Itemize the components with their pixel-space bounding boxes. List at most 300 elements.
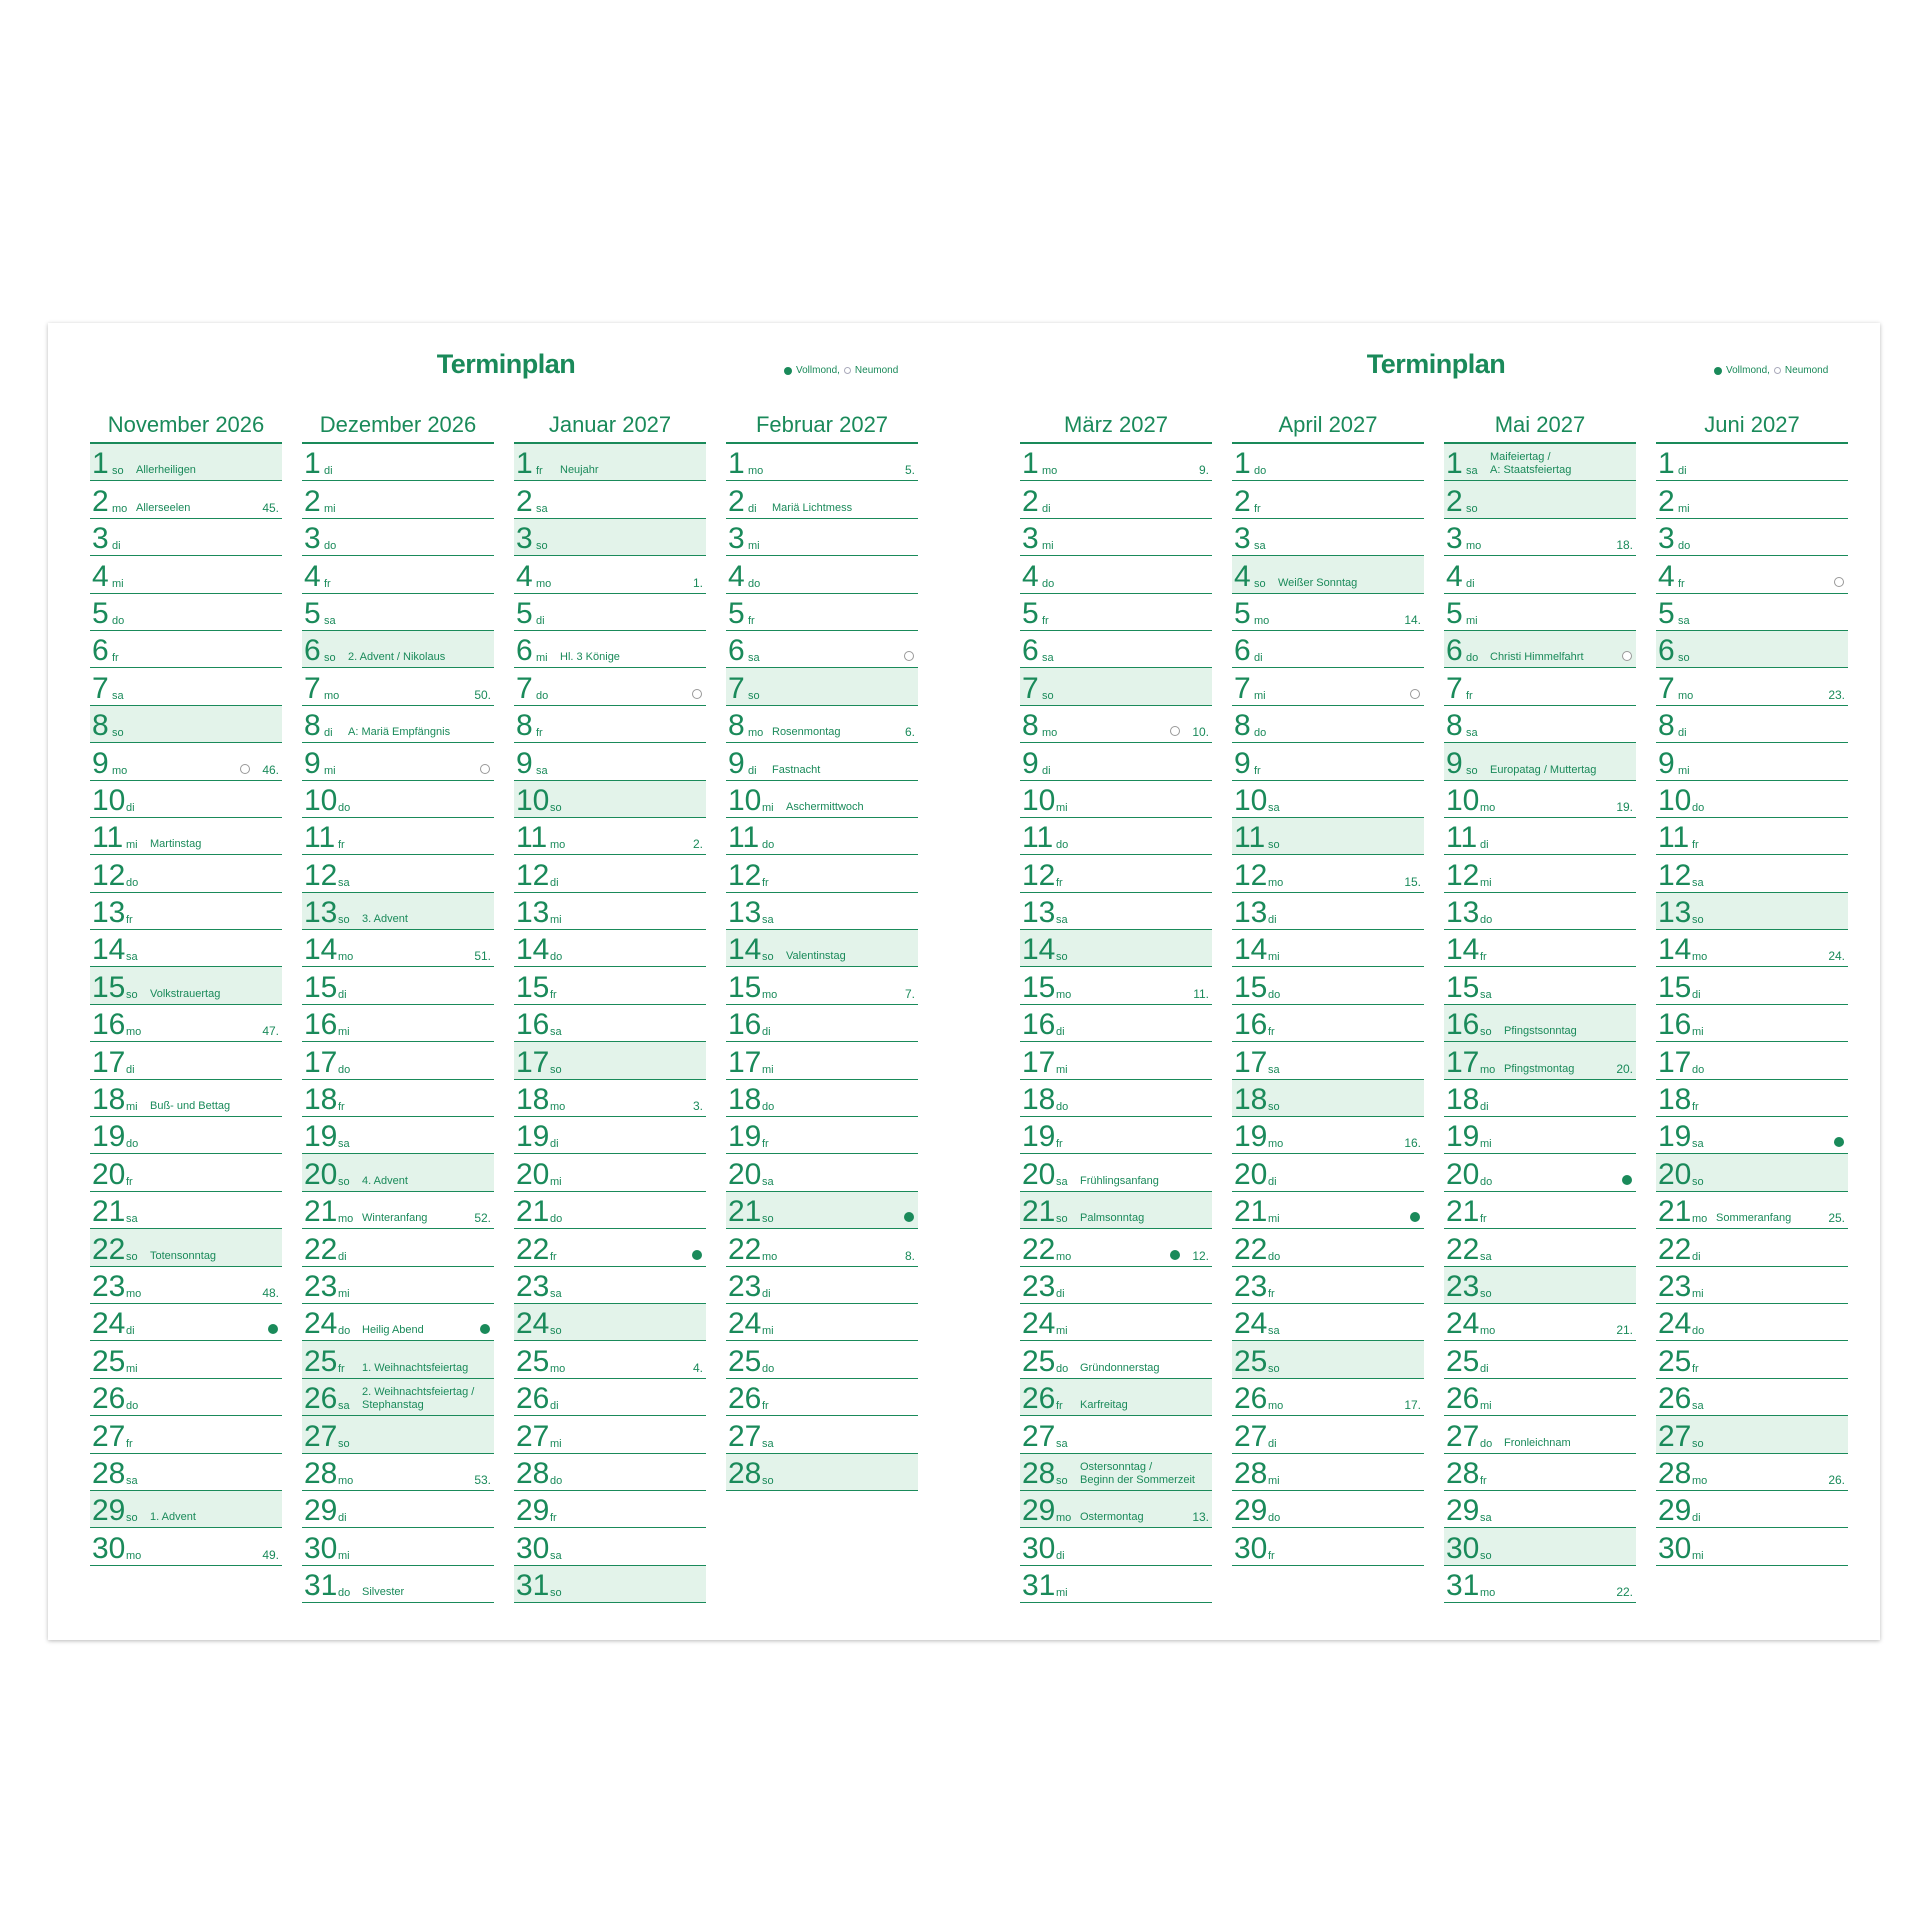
- day-row[interactable]: [1232, 1267, 1424, 1304]
- day-row[interactable]: [726, 893, 918, 930]
- day-row[interactable]: [1656, 668, 1848, 705]
- day-row[interactable]: [302, 1080, 494, 1117]
- day-row[interactable]: [514, 594, 706, 631]
- day-row[interactable]: [1232, 594, 1424, 631]
- day-row[interactable]: [302, 1379, 494, 1416]
- day-row[interactable]: [1020, 556, 1212, 593]
- day-row[interactable]: [90, 1229, 282, 1266]
- day-row[interactable]: [1444, 1566, 1636, 1603]
- day-row[interactable]: [1020, 1341, 1212, 1378]
- weekday: fr: [1254, 764, 1261, 777]
- day-row[interactable]: [90, 594, 282, 631]
- day-row[interactable]: [1020, 1566, 1212, 1603]
- day-row[interactable]: [1232, 1528, 1424, 1565]
- day-row[interactable]: [726, 1080, 918, 1117]
- day-row[interactable]: [1020, 1454, 1212, 1491]
- day-row[interactable]: [1656, 930, 1848, 967]
- day-row[interactable]: [1232, 631, 1424, 668]
- day-row[interactable]: [1020, 668, 1212, 705]
- day-note: Hl. 3 Könige: [560, 651, 620, 664]
- day-row[interactable]: [90, 1528, 282, 1565]
- day-row[interactable]: [514, 1229, 706, 1266]
- day-row[interactable]: [726, 1379, 918, 1416]
- weekday: di: [1480, 1362, 1489, 1375]
- day-number: 10: [516, 783, 550, 817]
- day-row[interactable]: [1020, 1379, 1212, 1416]
- day-row[interactable]: [1020, 1154, 1212, 1191]
- day-row[interactable]: [302, 1154, 494, 1191]
- day-row[interactable]: [1656, 1304, 1848, 1341]
- day-row[interactable]: [514, 743, 706, 780]
- day-number: 6: [1446, 634, 1463, 668]
- day-row[interactable]: [1656, 631, 1848, 668]
- weekday: mo: [1042, 727, 1058, 740]
- weekday: so: [1268, 839, 1280, 852]
- day-row[interactable]: [1020, 1192, 1212, 1229]
- weekday: do: [1480, 1437, 1493, 1450]
- day-row[interactable]: [90, 818, 282, 855]
- day-row[interactable]: [90, 743, 282, 780]
- day-row[interactable]: [302, 1528, 494, 1565]
- day-row[interactable]: [726, 1416, 918, 1453]
- day-row[interactable]: [514, 1416, 706, 1453]
- day-row[interactable]: [302, 1454, 494, 1491]
- day-number: 30: [304, 1531, 338, 1565]
- day-row[interactable]: [1020, 1528, 1212, 1565]
- day-row[interactable]: [1232, 743, 1424, 780]
- day-row[interactable]: [726, 1454, 918, 1491]
- day-row[interactable]: [514, 1042, 706, 1079]
- day-row[interactable]: [302, 967, 494, 1004]
- day-row[interactable]: [1444, 855, 1636, 892]
- weekday: mi: [1480, 1400, 1492, 1413]
- day-row[interactable]: [726, 930, 918, 967]
- day-row[interactable]: [90, 1080, 282, 1117]
- day-row[interactable]: [302, 1042, 494, 1079]
- day-row[interactable]: [1020, 893, 1212, 930]
- day-row[interactable]: [514, 631, 706, 668]
- day-row[interactable]: [90, 1454, 282, 1491]
- weekday: mo: [324, 689, 340, 702]
- day-row[interactable]: [1656, 855, 1848, 892]
- day-row[interactable]: [1656, 1528, 1848, 1565]
- day-row[interactable]: [90, 1416, 282, 1453]
- day-row[interactable]: [302, 1341, 494, 1378]
- weekday: mo: [1480, 1063, 1496, 1076]
- day-row[interactable]: [1444, 1229, 1636, 1266]
- day-row[interactable]: [1444, 1154, 1636, 1191]
- day-number: 14: [728, 933, 762, 967]
- day-row[interactable]: [1656, 1229, 1848, 1266]
- weekday: so: [1480, 1026, 1492, 1039]
- day-row[interactable]: [514, 668, 706, 705]
- day-row[interactable]: [1444, 444, 1636, 481]
- day-row[interactable]: [726, 1229, 918, 1266]
- day-row[interactable]: [726, 481, 918, 518]
- day-row[interactable]: [1232, 668, 1424, 705]
- day-row[interactable]: [514, 1454, 706, 1491]
- day-row[interactable]: [90, 481, 282, 518]
- day-row[interactable]: [726, 1192, 918, 1229]
- day-row[interactable]: [1020, 1117, 1212, 1154]
- day-row[interactable]: [1232, 1042, 1424, 1079]
- day-row[interactable]: [1020, 444, 1212, 481]
- day-row[interactable]: [302, 818, 494, 855]
- weekday: do: [1056, 1362, 1069, 1375]
- day-row[interactable]: [1444, 967, 1636, 1004]
- day-row[interactable]: [1020, 631, 1212, 668]
- day-row[interactable]: [1020, 519, 1212, 556]
- day-row[interactable]: [90, 781, 282, 818]
- day-row[interactable]: [726, 1117, 918, 1154]
- day-note: Pfingstmontag: [1504, 1062, 1575, 1075]
- day-number: 25: [1022, 1344, 1056, 1378]
- day-row[interactable]: [1656, 781, 1848, 818]
- weekday: so: [338, 914, 350, 927]
- day-row[interactable]: [302, 1267, 494, 1304]
- day-row[interactable]: [1232, 519, 1424, 556]
- weekday: so: [1056, 1474, 1068, 1487]
- day-row[interactable]: [1232, 444, 1424, 481]
- new-moon-icon: [1622, 651, 1632, 661]
- day-row[interactable]: [302, 519, 494, 556]
- day-row[interactable]: [302, 1229, 494, 1266]
- day-row[interactable]: [1020, 743, 1212, 780]
- day-row[interactable]: [726, 743, 918, 780]
- day-row[interactable]: [1232, 1080, 1424, 1117]
- day-row[interactable]: [302, 1192, 494, 1229]
- day-row[interactable]: [1020, 1042, 1212, 1079]
- day-row[interactable]: [1232, 1416, 1424, 1453]
- day-row[interactable]: [1020, 1005, 1212, 1042]
- day-row[interactable]: [90, 1491, 282, 1528]
- day-number: 15: [1446, 970, 1480, 1004]
- day-row[interactable]: [1020, 855, 1212, 892]
- day-row[interactable]: [1656, 1005, 1848, 1042]
- day-row[interactable]: [1020, 1491, 1212, 1528]
- day-row[interactable]: [1444, 1005, 1636, 1042]
- weekday: do: [762, 839, 775, 852]
- day-row[interactable]: [1232, 1117, 1424, 1154]
- day-row[interactable]: [514, 1192, 706, 1229]
- weekday: sa: [126, 1474, 138, 1487]
- day-row[interactable]: [1444, 668, 1636, 705]
- day-row[interactable]: [90, 668, 282, 705]
- day-row[interactable]: [726, 556, 918, 593]
- day-row[interactable]: [514, 481, 706, 518]
- day-row[interactable]: [1020, 594, 1212, 631]
- day-row[interactable]: [1444, 893, 1636, 930]
- day-row[interactable]: [1656, 594, 1848, 631]
- day-row[interactable]: [90, 519, 282, 556]
- day-row[interactable]: [1020, 706, 1212, 743]
- full-moon-icon: [1410, 1212, 1420, 1222]
- weekday: so: [1480, 1287, 1492, 1300]
- day-number: 17: [1446, 1045, 1480, 1079]
- day-row[interactable]: [1232, 1304, 1424, 1341]
- day-row[interactable]: [1656, 444, 1848, 481]
- day-row[interactable]: [1232, 1341, 1424, 1378]
- day-row[interactable]: [514, 1080, 706, 1117]
- day-row[interactable]: [514, 1154, 706, 1191]
- day-row[interactable]: [1232, 930, 1424, 967]
- day-row[interactable]: [1444, 706, 1636, 743]
- day-row[interactable]: [726, 967, 918, 1004]
- day-row[interactable]: [514, 1117, 706, 1154]
- day-row[interactable]: [726, 668, 918, 705]
- day-row[interactable]: [1020, 481, 1212, 518]
- day-row[interactable]: [1656, 1454, 1848, 1491]
- day-row[interactable]: [1444, 631, 1636, 668]
- day-row[interactable]: [302, 594, 494, 631]
- day-row[interactable]: [90, 1154, 282, 1191]
- day-row[interactable]: [1656, 1416, 1848, 1453]
- day-row[interactable]: [1656, 1117, 1848, 1154]
- day-row[interactable]: [514, 893, 706, 930]
- day-row[interactable]: [1444, 1528, 1636, 1565]
- day-row[interactable]: [726, 444, 918, 481]
- day-row[interactable]: [90, 930, 282, 967]
- day-row[interactable]: [1656, 1154, 1848, 1191]
- weekday: fr: [1268, 1287, 1275, 1300]
- day-row[interactable]: [726, 818, 918, 855]
- day-number: 29: [516, 1494, 550, 1528]
- day-row[interactable]: [1020, 930, 1212, 967]
- day-row[interactable]: [90, 1042, 282, 1079]
- day-row[interactable]: [514, 1267, 706, 1304]
- day-row[interactable]: [1656, 967, 1848, 1004]
- day-row[interactable]: [1444, 519, 1636, 556]
- day-row[interactable]: [1020, 818, 1212, 855]
- week-number: 45.: [262, 500, 279, 515]
- day-row[interactable]: [726, 594, 918, 631]
- day-row[interactable]: [1232, 893, 1424, 930]
- day-row[interactable]: [726, 855, 918, 892]
- day-row[interactable]: [90, 967, 282, 1004]
- day-row[interactable]: [514, 1491, 706, 1528]
- day-row[interactable]: [1232, 818, 1424, 855]
- day-row[interactable]: [90, 1005, 282, 1042]
- day-row[interactable]: [726, 1042, 918, 1079]
- day-row[interactable]: [1444, 1341, 1636, 1378]
- day-row[interactable]: [1020, 1229, 1212, 1266]
- weekday: sa: [1480, 988, 1492, 1001]
- day-row[interactable]: [1656, 1491, 1848, 1528]
- day-row[interactable]: [1656, 1379, 1848, 1416]
- day-row[interactable]: [302, 1566, 494, 1603]
- day-number: 24: [728, 1307, 762, 1341]
- day-number: 2: [1658, 484, 1675, 518]
- day-number: 17: [728, 1045, 762, 1079]
- day-row[interactable]: [302, 481, 494, 518]
- new-moon-icon: [904, 651, 914, 661]
- day-row[interactable]: [1020, 1267, 1212, 1304]
- day-row[interactable]: [1020, 781, 1212, 818]
- day-row[interactable]: [1444, 818, 1636, 855]
- weekday: di: [338, 1512, 347, 1525]
- day-row[interactable]: [302, 706, 494, 743]
- day-row[interactable]: [1656, 743, 1848, 780]
- day-row[interactable]: [514, 1528, 706, 1565]
- day-row[interactable]: [1656, 818, 1848, 855]
- day-number: 14: [1234, 933, 1268, 967]
- day-row[interactable]: [1232, 855, 1424, 892]
- day-row[interactable]: [1020, 967, 1212, 1004]
- day-row[interactable]: [1444, 594, 1636, 631]
- day-row[interactable]: [1656, 519, 1848, 556]
- day-row[interactable]: [1232, 967, 1424, 1004]
- day-row[interactable]: [514, 1379, 706, 1416]
- day-row[interactable]: [302, 781, 494, 818]
- day-number: 10: [1446, 783, 1480, 817]
- day-row[interactable]: [90, 855, 282, 892]
- weekday: di: [550, 1138, 559, 1151]
- day-row[interactable]: [726, 706, 918, 743]
- day-row[interactable]: [90, 556, 282, 593]
- day-number: 26: [728, 1382, 762, 1416]
- day-row[interactable]: [90, 444, 282, 481]
- day-row[interactable]: [1656, 893, 1848, 930]
- day-row[interactable]: [1232, 1229, 1424, 1266]
- day-note: 2. Advent / Nikolaus: [348, 651, 446, 664]
- weekday: do: [762, 1101, 775, 1114]
- day-row[interactable]: [514, 444, 706, 481]
- day-row[interactable]: [514, 519, 706, 556]
- day-row[interactable]: [302, 1005, 494, 1042]
- day-number: 11: [1022, 821, 1054, 855]
- day-row[interactable]: [90, 1304, 282, 1341]
- weekday: di: [1042, 764, 1051, 777]
- day-row[interactable]: [1444, 1267, 1636, 1304]
- day-row[interactable]: [1232, 1454, 1424, 1491]
- day-row[interactable]: [1232, 556, 1424, 593]
- day-row[interactable]: [514, 556, 706, 593]
- day-row[interactable]: [90, 1192, 282, 1229]
- day-row[interactable]: [1444, 1454, 1636, 1491]
- weekday: mo: [536, 577, 552, 590]
- week-number: 15.: [1404, 874, 1421, 889]
- day-row[interactable]: [302, 444, 494, 481]
- day-row[interactable]: [726, 781, 918, 818]
- day-row[interactable]: [514, 930, 706, 967]
- day-row[interactable]: [302, 855, 494, 892]
- day-row[interactable]: [1232, 1379, 1424, 1416]
- day-row[interactable]: [514, 781, 706, 818]
- day-row[interactable]: [1444, 556, 1636, 593]
- day-row[interactable]: [514, 1566, 706, 1603]
- day-row[interactable]: [302, 743, 494, 780]
- day-row[interactable]: [302, 893, 494, 930]
- day-number: 19: [1234, 1120, 1268, 1154]
- day-row[interactable]: [726, 1267, 918, 1304]
- day-row[interactable]: [1656, 1192, 1848, 1229]
- day-row[interactable]: [1232, 481, 1424, 518]
- day-row[interactable]: [1656, 1080, 1848, 1117]
- day-row[interactable]: [302, 1491, 494, 1528]
- day-row[interactable]: [726, 1154, 918, 1191]
- day-number: 27: [1446, 1419, 1480, 1453]
- day-row[interactable]: [1444, 481, 1636, 518]
- day-row[interactable]: [90, 1267, 282, 1304]
- day-row[interactable]: [90, 631, 282, 668]
- day-row[interactable]: [1656, 706, 1848, 743]
- day-row[interactable]: [302, 631, 494, 668]
- day-row[interactable]: [1232, 781, 1424, 818]
- day-row[interactable]: [1232, 706, 1424, 743]
- week-number: 11.: [1193, 986, 1209, 1001]
- day-row[interactable]: [1444, 1304, 1636, 1341]
- day-row[interactable]: [514, 855, 706, 892]
- day-row[interactable]: [302, 1117, 494, 1154]
- day-row[interactable]: [1444, 1080, 1636, 1117]
- day-row[interactable]: [1656, 1341, 1848, 1378]
- day-row[interactable]: [1232, 1154, 1424, 1191]
- day-row[interactable]: [514, 967, 706, 1004]
- day-note: Gründonnerstag: [1080, 1361, 1160, 1374]
- day-row[interactable]: [514, 818, 706, 855]
- day-row[interactable]: [1444, 1416, 1636, 1453]
- day-row[interactable]: [1444, 743, 1636, 780]
- weekday: sa: [1056, 914, 1068, 927]
- day-row[interactable]: [514, 1304, 706, 1341]
- day-row[interactable]: [726, 631, 918, 668]
- day-row[interactable]: [302, 556, 494, 593]
- month-name: Juni 2027: [1704, 412, 1800, 437]
- day-row[interactable]: [1444, 930, 1636, 967]
- weekday: sa: [324, 614, 336, 627]
- day-row[interactable]: [1444, 1042, 1636, 1079]
- month-column: [726, 412, 918, 1491]
- day-row[interactable]: [1232, 1491, 1424, 1528]
- day-row[interactable]: [302, 1304, 494, 1341]
- day-row[interactable]: [1232, 1005, 1424, 1042]
- day-row[interactable]: [302, 930, 494, 967]
- day-row[interactable]: [1656, 1042, 1848, 1079]
- day-row[interactable]: [1656, 556, 1848, 593]
- day-row[interactable]: [1232, 1192, 1424, 1229]
- day-row[interactable]: [1444, 1491, 1636, 1528]
- weekday: fr: [1692, 839, 1699, 852]
- day-row[interactable]: [1444, 1117, 1636, 1154]
- day-number: 31: [1022, 1569, 1056, 1603]
- day-row[interactable]: [1444, 781, 1636, 818]
- day-row[interactable]: [514, 1005, 706, 1042]
- day-row[interactable]: [726, 519, 918, 556]
- day-row[interactable]: [514, 706, 706, 743]
- day-row[interactable]: [1020, 1304, 1212, 1341]
- day-number: 16: [92, 1008, 126, 1042]
- day-row[interactable]: [726, 1304, 918, 1341]
- weekday: sa: [1692, 876, 1704, 889]
- day-row[interactable]: [514, 1341, 706, 1378]
- day-number: 2: [516, 484, 533, 518]
- day-row[interactable]: [90, 706, 282, 743]
- day-row[interactable]: [1020, 1080, 1212, 1117]
- day-row[interactable]: [90, 1341, 282, 1378]
- day-row[interactable]: [90, 1117, 282, 1154]
- day-row[interactable]: [1444, 1379, 1636, 1416]
- day-row[interactable]: [302, 668, 494, 705]
- day-row[interactable]: [1020, 1416, 1212, 1453]
- day-row[interactable]: [302, 1416, 494, 1453]
- day-row[interactable]: [726, 1005, 918, 1042]
- day-row[interactable]: [1444, 1192, 1636, 1229]
- day-row[interactable]: [726, 1341, 918, 1378]
- day-row[interactable]: [1656, 1267, 1848, 1304]
- day-row[interactable]: [90, 893, 282, 930]
- day-row[interactable]: [1656, 481, 1848, 518]
- day-row[interactable]: [90, 1379, 282, 1416]
